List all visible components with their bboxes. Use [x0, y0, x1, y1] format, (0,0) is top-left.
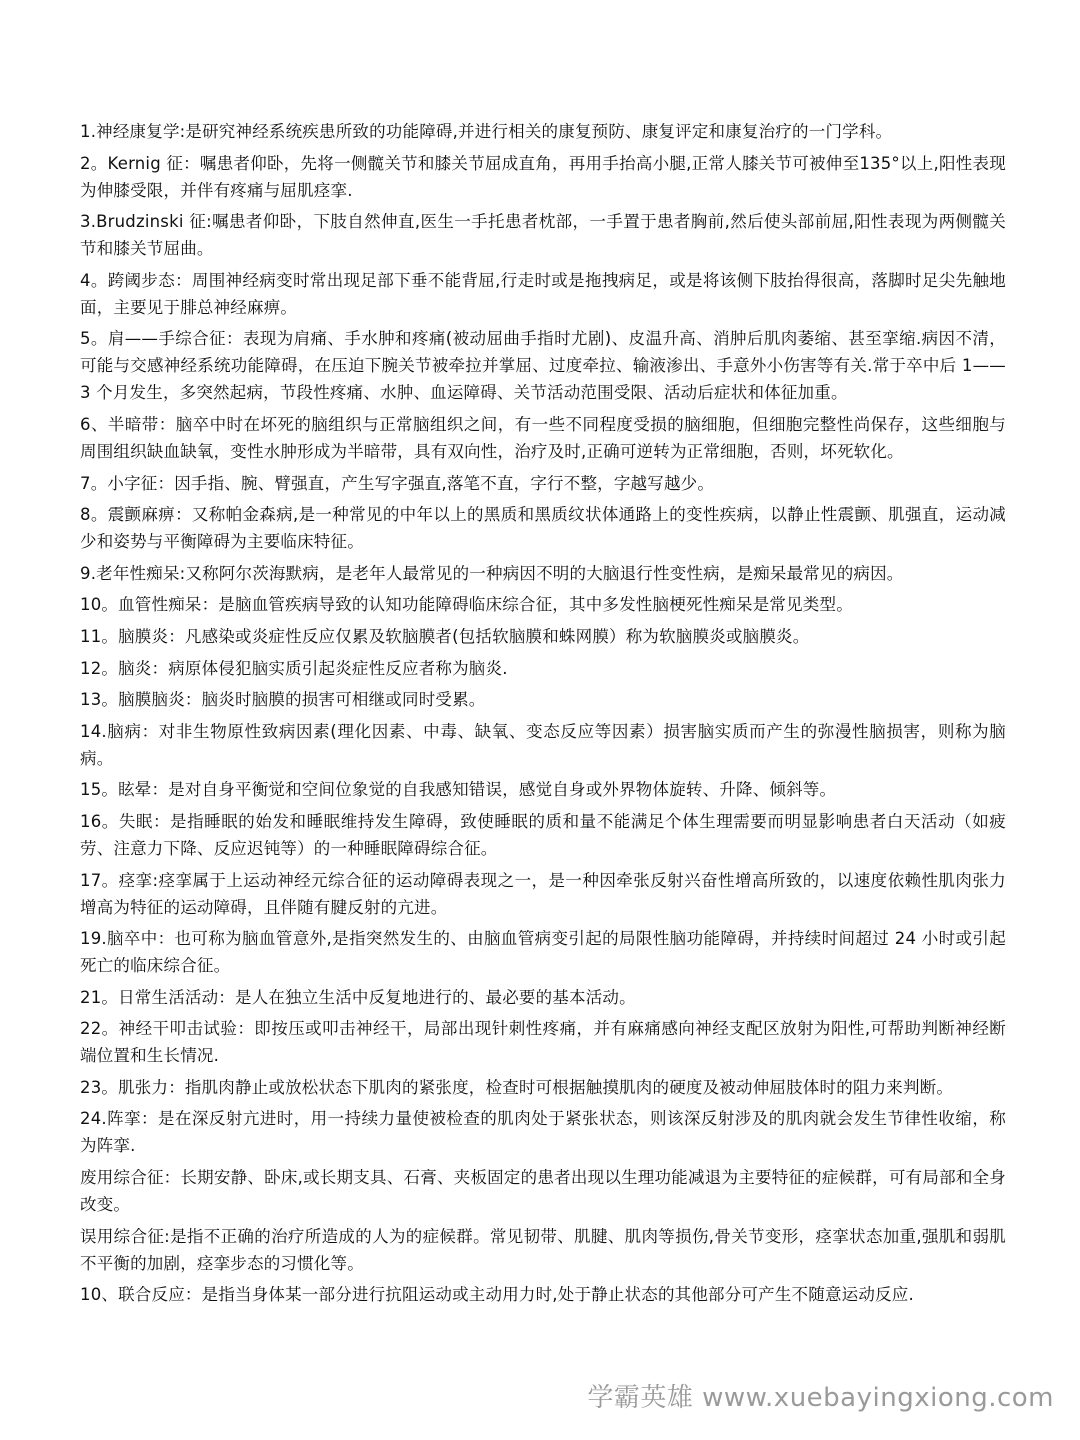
entry-encephalopathy: 14.脑病：对非生物原性致病因素(理化因素、中毒、缺氧、变态反应等因素）损害脑实质而产生的弥漫性脑损害，则称为脑病。	[80, 721, 1006, 768]
entry-stroke: 19.脑卒中：也可称为脑血管意外,是指突然发生的、由脑血管病变引起的局限性脑功能障碍，并持续时间超过 24 小时或引起死亡的临床综合征。	[80, 929, 1006, 976]
entry-kernig-sign: 2。Kernig 征：嘱患者仰卧，先将一侧髋关节和膝关节屈成直角，再用手抬高小腿,正常人膝关节可被伸至135°以上,阳性表现为伸膝受限，并伴有疼痛与屈肌痉挛.	[80, 153, 1006, 200]
entry-adl: 21。日常生活活动：是人在独立生活中反复地进行的、最必要的基本活动。	[80, 987, 636, 1007]
site-watermark: 学霸英雄 www.xuebayingxiong.com	[587, 1383, 1054, 1413]
entry-insomnia: 16。失眠：是指睡眠的始发和睡眠维持发生障碍，致使睡眠的质和量不能满足个体生理需要而明显影响患者白天活动（如疲劳、注意力下降、反应迟钝等）的一种睡眠障碍综合征。	[80, 811, 1006, 858]
entry-meningoencephalitis: 13。脑膜脑炎：脑炎时脑膜的损害可相继或同时受累。	[80, 690, 486, 710]
entry-steppage-gait: 4。跨阈步态：周围神经病变时常出现足部下垂不能背屈,行走时或是拖拽病足，或是将该侧下肢抬得很高，落脚时足尖先触地面，主要见于腓总神经麻痹。	[80, 270, 1006, 317]
entry-senile-dementia: 9.老年性痴呆:又称阿尔茨海默病，是老年人最常见的一种病因不明的大脑退行性变性病，是痴呆最常见的病因。	[80, 563, 904, 583]
entry-associated-reaction: 10、联合反应：是指当身体某一部分进行抗阻运动或主动用力时,处于静止状态的其他部分可产生不随意运动反应.	[80, 1285, 914, 1305]
entry-misuse-syndrome: 误用综合征:是指不正确的治疗所造成的人为的症候群。常见韧带、肌腱、肌肉等损伤,骨关节变形，痉挛状态加重,强肌和弱肌不平衡的加剧，痉挛步态的习惯化等。	[80, 1226, 1006, 1273]
entry-encephalitis: 12。脑炎：病原体侵犯脑实质引起炎症性反应者称为脑炎.	[80, 658, 508, 678]
entry-micrographia: 7。小字征：因手指、腕、臂强直，产生写字强直,落笔不直，字行不整，字越写越少。	[80, 473, 715, 493]
entry-spasticity: 17。痉挛:痉挛属于上运动神经元综合征的运动障碍表现之一，是一种因牵张反射兴奋性增高所致的，以速度依赖性肌肉张力增高为特征的运动障碍，且伴随有腱反射的亢进。	[80, 870, 1006, 917]
entry-shoulder-hand-syndrome: 5。肩——手综合征：表现为肩痛、手水肿和疼痛(被动屈曲手指时尤剧)、皮温升高、消肿后肌肉萎缩、甚至挛缩.病因不清，可能与交感神经系统功能障碍，在压迫下腕关节被牵拉并掌屈、过度牵拉、输液渗出、手意外小伤害等有关.常于卒中后 1——3 个月发生，多突然起病，节段性疼痛、水肿、血运障碍、关节活动范围受限、活动后症状和体征加重。	[80, 329, 1006, 403]
entry-tinel-test: 22。神经干叩击试验：即按压或叩击神经干，局部出现针刺性疼痛，并有麻痛感向神经支配区放射为阳性,可帮助判断神经断端位置和生长情况.	[80, 1019, 1006, 1066]
entry-vertigo: 15。眩晕：是对自身平衡觉和空间位象觉的自我感知错误，感觉自身或外界物体旋转、升降、倾斜等。	[80, 780, 837, 800]
entry-disuse-syndrome: 废用综合征：长期安静、卧床,或长期支具、石膏、夹板固定的患者出现以生理功能减退为主要特征的症候群，可有局部和全身改变。	[80, 1168, 1006, 1215]
entry-meningitis: 11。脑膜炎：凡感染或炎症性反应仅累及软脑膜者(包括软脑膜和蛛网膜）称为软脑膜炎或脑膜炎。	[80, 626, 810, 646]
entry-muscle-tone: 23。肌张力：指肌肉静止或放松状态下肌肉的紧张度，检查时可根据触摸肌肉的硬度及被动伸屈肢体时的阻力来判断。	[80, 1077, 954, 1097]
entry-neuro-rehab: 1.神经康复学:是研究神经系统疾患所致的功能障碍,并进行相关的康复预防、康复评定和康复治疗的一门学科。	[80, 122, 893, 141]
entry-brudzinski-sign: 3.Brudzinski 征:嘱患者仰卧，下肢自然伸直,医生一手托患者枕部，一手置于患者胸前,然后使头部前屈,阳性表现为两侧髋关节和膝关节屈曲。	[80, 212, 1006, 259]
entry-clonus: 24.阵挛：是在深反射亢进时，用一持续力量使被检查的肌肉处于紧张状态，则该深反射涉及的肌肉就会发生节律性收缩，称为阵挛.	[80, 1109, 1006, 1156]
document-body	[80, 118, 1006, 1313]
entry-penumbra: 6、半暗带：脑卒中时在坏死的脑组织与正常脑组织之间，有一些不同程度受损的脑细胞，但细胞完整性尚保存，这些细胞与周围组织缺血缺氧，变性水肿形成为半暗带，具有双向性，治疗及时,正确可逆转为正常细胞，否则，坏死软化。	[80, 414, 1006, 461]
entry-vascular-dementia: 10。血管性痴呆：是脑血管疾病导致的认知功能障碍临床综合征，其中多发性脑梗死性痴呆是常见类型。	[80, 595, 853, 615]
entry-parkinsonism: 8。震颤麻痹：又称帕金森病,是一种常见的中年以上的黑质和黑质纹状体通路上的变性疾病，以静止性震颤、肌强直，运动减少和姿势与平衡障碍为主要临床特征。	[80, 505, 1006, 552]
